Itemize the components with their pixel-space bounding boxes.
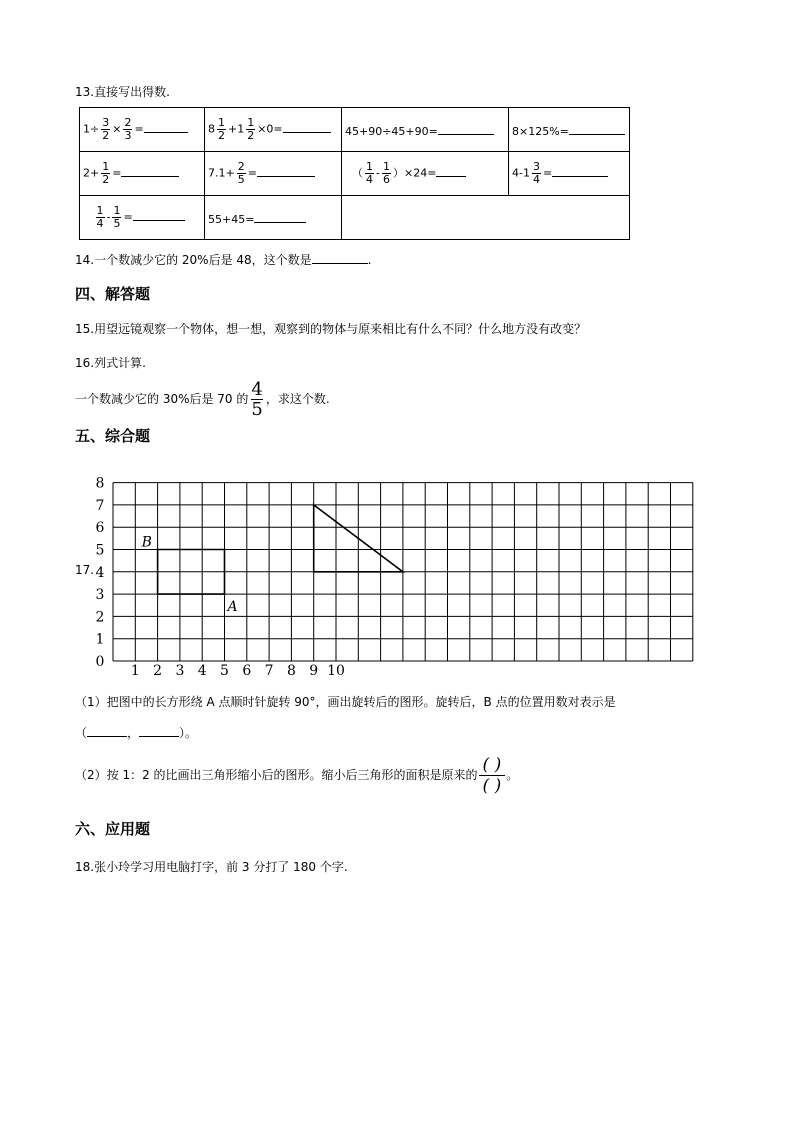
answer-blank-y[interactable] bbox=[139, 724, 179, 737]
answer-blank[interactable] bbox=[283, 120, 331, 133]
coordinate-grid bbox=[90, 468, 730, 678]
calc-cell-3: 45+90÷45+90= bbox=[342, 108, 509, 152]
calc-cell-7: （ $\frac{1}{4}$ - $\frac{1}{6}$ ）×24= bbox=[342, 152, 509, 196]
x-tick-label: 10 bbox=[327, 663, 345, 678]
question-17-label: 17. bbox=[75, 563, 95, 577]
question-14: 14.一个数减少它的 20%后是 48，这个数是 . bbox=[75, 253, 372, 267]
question-17-part1: （1）把图中的长方形绕 A 点顺时针旋转 90°，画出旋转后的图形。旋转后，B 点的位置用数对表示是 bbox=[75, 695, 616, 709]
y-tick-label: 7 bbox=[95, 497, 105, 514]
calc-cell-6: 7.1+ $\frac{2}{5}$ = bbox=[205, 152, 342, 196]
x-tick-label: 5 bbox=[220, 663, 229, 678]
question-17-part1-answer: （ ， ）。 bbox=[75, 726, 198, 740]
x-tick-label: 2 bbox=[153, 663, 163, 678]
answer-blank[interactable] bbox=[312, 251, 368, 264]
calc-cell-9: $\frac{1}{4}$ - $\frac{1}{5}$ = bbox=[80, 196, 205, 240]
y-tick-label: 5 bbox=[95, 542, 105, 559]
fraction: $\frac{4}{5}$ bbox=[251, 379, 263, 420]
y-tick-label: 2 bbox=[95, 609, 105, 626]
calculation-table bbox=[79, 107, 630, 240]
calc-cell-5: 2+ $\frac{1}{2}$ = bbox=[80, 152, 205, 196]
y-tick-label: 1 bbox=[95, 631, 105, 648]
question-18: 18.张小玲学习用电脑打字，前 3 分打了 180 个字. bbox=[75, 860, 348, 874]
section-heading-4: 四、解答题 bbox=[75, 285, 151, 303]
x-tick-label: 3 bbox=[175, 663, 185, 678]
calc-cell-8: 4-1 $\frac{3}{4}$ = bbox=[509, 152, 630, 196]
answer-blank[interactable] bbox=[257, 164, 315, 177]
question-15: 15.用望远镜观察一个物体，想一想，观察到的物体与原来相比有什么不同？什么地方没有改变？ bbox=[75, 322, 587, 336]
question-16-body: 一个数减少它的 30%后是 70 的 $\frac{4}{5}$ ，求这个数. bbox=[75, 379, 330, 420]
question-13-title: 13.直接写出得数. bbox=[75, 85, 170, 99]
answer-blank[interactable] bbox=[133, 208, 185, 221]
answer-blank[interactable] bbox=[436, 164, 466, 177]
y-tick-label: 0 bbox=[95, 654, 105, 670]
answer-blank[interactable] bbox=[438, 122, 494, 135]
y-tick-label: 8 bbox=[95, 475, 105, 492]
answer-blank[interactable] bbox=[144, 120, 188, 133]
y-tick-label: 4 bbox=[95, 564, 105, 581]
question-17-part2: （2）按 1：2 的比画出三角形缩小后的图形。缩小后三角形的面积是原来的 $\frac{( )}{( )}$ 。 bbox=[75, 755, 519, 796]
calc-cell-empty bbox=[342, 196, 630, 240]
section-heading-6: 六、应用题 bbox=[75, 820, 151, 838]
answer-blank[interactable] bbox=[254, 210, 306, 223]
y-tick-label: 3 bbox=[95, 587, 105, 604]
calc-cell-1: 1÷ $\frac{3}{2}$ × $\frac{2}{3}$ = bbox=[80, 108, 205, 152]
point-a-label: A bbox=[227, 599, 238, 616]
y-axis-ticks bbox=[96, 476, 105, 670]
answer-blank-x[interactable] bbox=[87, 724, 127, 737]
x-axis-ticks bbox=[131, 663, 345, 678]
answer-blank[interactable] bbox=[569, 122, 625, 135]
section-heading-5: 五、综合题 bbox=[75, 427, 151, 445]
x-tick-label: 6 bbox=[242, 663, 252, 678]
x-tick-label: 9 bbox=[309, 663, 319, 678]
question-16-title: 16.列式计算. bbox=[75, 356, 146, 370]
answer-blank[interactable] bbox=[121, 164, 179, 177]
x-tick-label: 4 bbox=[197, 663, 207, 678]
calc-cell-2: 8 $\frac{1}{2}$ +1 $\frac{1}{2}$ ×0= bbox=[205, 108, 342, 152]
x-tick-label: 8 bbox=[286, 663, 296, 678]
calc-cell-10: 55+45= bbox=[205, 196, 342, 240]
calc-cell-4: 8×125%= bbox=[509, 108, 630, 152]
x-tick-label: 7 bbox=[264, 663, 274, 678]
answer-blank[interactable] bbox=[552, 164, 608, 177]
answer-fraction[interactable]: $\frac{( )}{( )}$ bbox=[479, 755, 506, 796]
point-b-label: B bbox=[141, 534, 152, 551]
y-tick-label: 6 bbox=[95, 520, 105, 537]
x-tick-label: 1 bbox=[130, 663, 140, 678]
